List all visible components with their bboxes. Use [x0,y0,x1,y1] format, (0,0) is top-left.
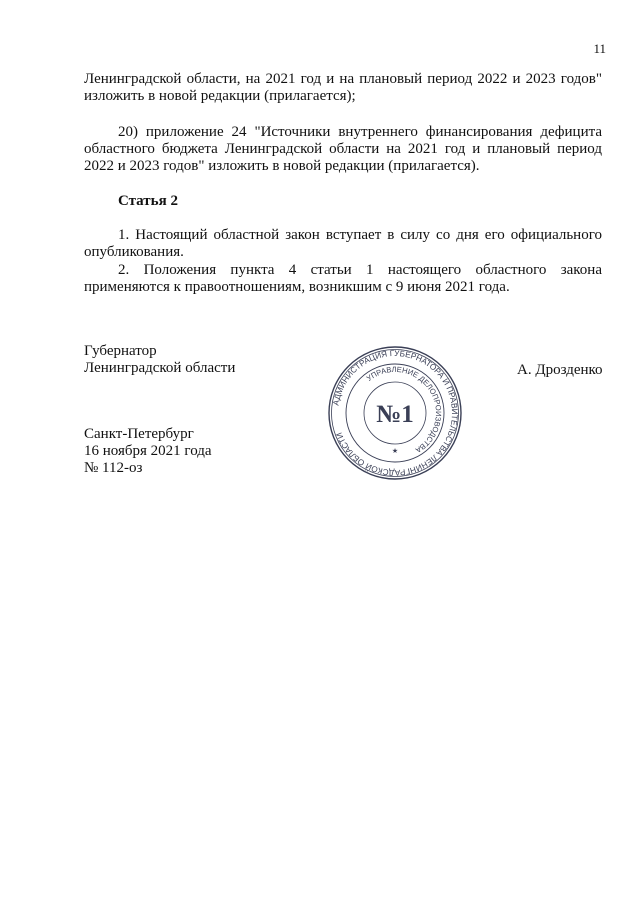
signing-city: Санкт-Петербург [84,426,194,442]
signing-details [84,426,212,477]
paragraph-item-20: 20) приложение 24 "Источники внутреннего финансирования дефицита областного бюджета Ленинградской области на 2021 год и плановый период 2022 и 2023 годов" изложить в новой редакции (прилагается). [84,124,602,174]
seal-outer-ring-text: АДМИНИСТРАЦИЯ ГУБЕРНАТОРА И ПРАВИТЕЛЬСТВА ЛЕНИНГРАДСКОЙ ОБЛАСТИ [331,348,460,478]
paragraph-line: изложить в новой редакции (прилагается); [84,88,356,104]
seal-inner-ring-text: УПРАВЛЕНИЕ ДЕЛОПРОИЗВОДСТВА [364,364,444,455]
page-number: 11 [593,41,606,56]
star-icon: ★ [391,447,399,455]
signatory-title [84,343,235,377]
official-seal-stamp [327,345,463,481]
paragraph-line: Ленинградской области, на 2021 год и на плановый период 2022 и 2023 годов" [84,71,602,87]
article-clause-2: 2. Положения пункта 4 статьи 1 настоящего областного закона применяются к правоотношениям, возникшим с 9 июня 2021 года. [84,262,602,295]
signatory-title-line2: Ленинградской области [84,360,236,376]
signing-date: 16 ноября 2021 года [84,443,212,459]
article-heading: Статья 2 [118,193,178,209]
signatory-title-line1: Губернатор [84,343,157,359]
seal-center-number: №1 [376,401,414,428]
paragraph-continuation [84,71,602,105]
law-number: № 112-оз [84,460,143,476]
article-clause-1: 1. Настоящий областной закон вступает в силу со дня его официального опубликования. [84,227,602,260]
signatory-name: А. Дрозденко [517,362,603,378]
